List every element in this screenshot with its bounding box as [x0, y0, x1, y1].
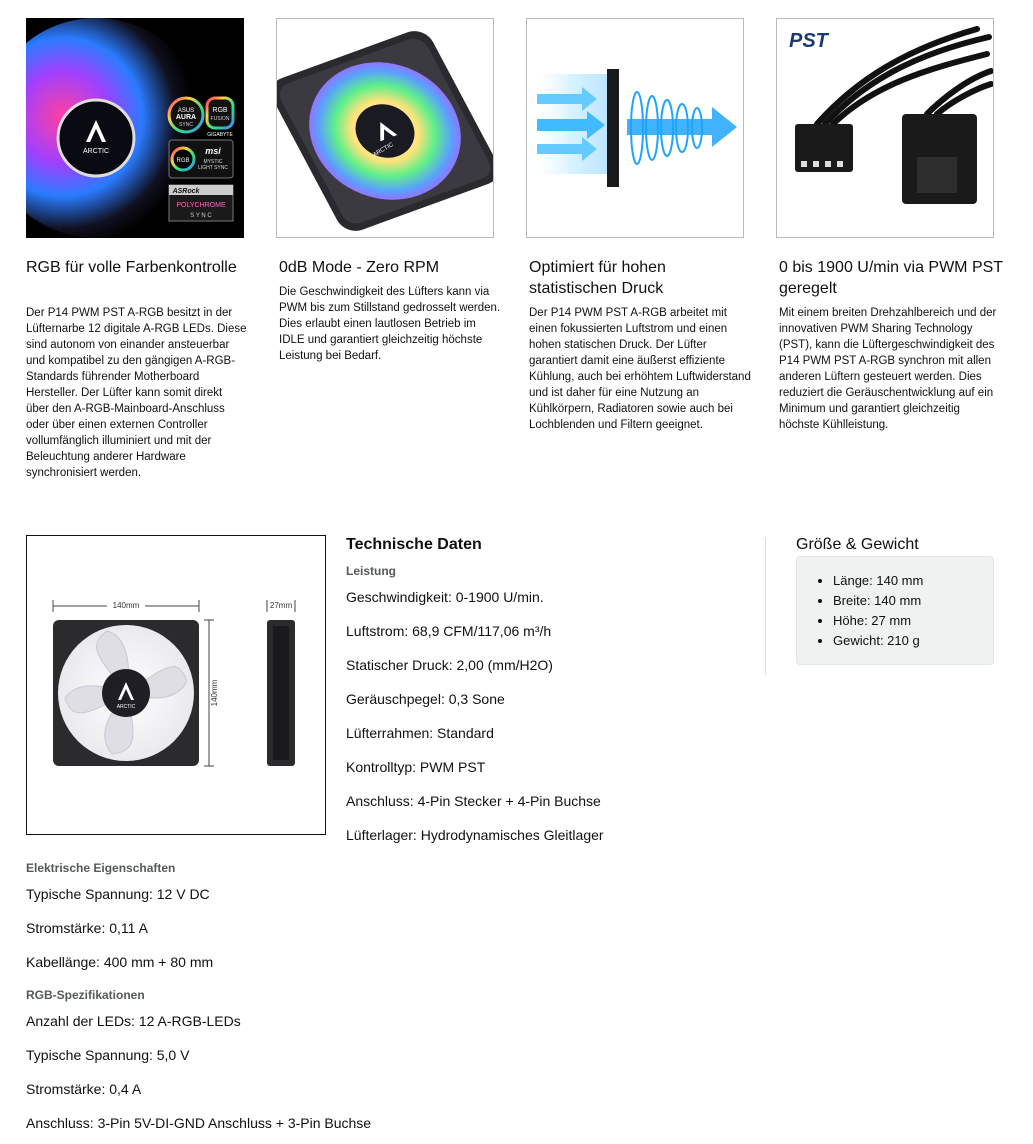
- size-item: • Gewicht: 210 g: [833, 631, 993, 651]
- size-item: • Länge: 140 mm: [833, 571, 993, 591]
- rgb-sync-image: [26, 18, 244, 238]
- arctic-logo: ARCTIC: [82, 148, 110, 155]
- spec-row: Typische Spannung: 12 V DC: [26, 886, 210, 902]
- spec-row: Kabellänge: 400 mm + 80 mm: [26, 954, 214, 970]
- spec-row: Stromstärke: 0,4 A: [26, 1081, 142, 1097]
- svg-text:SYNC: SYNC: [179, 122, 193, 128]
- arctic-logo: ARCTIC: [116, 704, 136, 710]
- spec-row: Anschluss: 3-Pin 5V-DI-GND Anschluss + 3-Pin Buchse: [26, 1115, 372, 1131]
- size-box: [796, 556, 994, 665]
- card-body-pwm: Mit einem breiten Drehzahlbereich und der innovativen PWM Sharing Technology (PST), kann die Lüftergeschwindigkeit des P14 PWM PST A-RGB synchron mit allen anderen Lüftern gesteuert werden. Dies reduziert die Geräuschentwicklung auf ein Minimum und garantiert gleichzeitig höchste Kühlleistung.: [779, 307, 997, 431]
- depth-label: 27mm: [269, 601, 293, 610]
- svg-text:ASRock: ASRock: [172, 188, 200, 195]
- svg-text:AURA: AURA: [175, 114, 197, 121]
- card-title-pressure: Optimiert für hohen statistischen Druck: [529, 259, 666, 297]
- spec-row: Typische Spannung: 5,0 V: [26, 1047, 190, 1063]
- size-item: • Breite: 140 mm: [833, 591, 993, 611]
- svg-text:RGB: RGB: [176, 158, 190, 164]
- card-title-zero-rpm: 0dB Mode - Zero RPM: [279, 259, 440, 276]
- card-body-rgb: Der P14 PWM PST A-RGB besitzt in der Lüfternarbe 12 digitale A-RGB LEDs. Diese sind autonom von einander ansteuerbar und kompatibel zu den gängigen A-RGB-Standards führender Motherboard Hersteller. Der Lüfter kann somit direkt über den A-RGB-Mainboard-Anschluss oder über einen externen Controller vollumfänglich illuminiert und mit der Beleuchtung anderer Hardware synchronisiert werden.: [26, 307, 247, 479]
- spec-row: Anzahl der LEDs: 12 A-RGB-LEDs: [26, 1013, 241, 1029]
- card-body-pressure: Der P14 PWM PST A-RGB arbeitet mit einen fokussierten Luftstrom und einen hohen statischen Druck. Der Lüfter garantiert damit eine äußerst effiziente Kühlung, auch bei erhöhtem Luftwiderstand und ist daher für eine Nutzung an Kühlkörpern, Radiatoren sowie auch bei Lochblenden und Filtern geeignet.: [529, 307, 751, 431]
- spec-row: Geschwindigkeit: 0-1900 U/min.: [346, 589, 544, 605]
- spec-row: Luftstrom: 68,9 CFM/117,06 m³/h: [346, 623, 552, 639]
- card-title-rgb: RGB für volle Farbenkontrolle: [26, 259, 237, 276]
- spec-row: Kontrolltyp: PWM PST: [346, 759, 486, 775]
- pst-logo: PST: [789, 30, 828, 52]
- spec-row: Geräuschpegel: 0,3 Sone: [346, 691, 505, 707]
- size-item: • Höhe: 27 mm: [833, 611, 993, 631]
- tech-title: Technische Daten: [346, 536, 482, 553]
- airflow-image: [526, 18, 744, 238]
- svg-text:MYSTIC: MYSTIC: [203, 159, 223, 165]
- svg-text:GIGABYTE: GIGABYTE: [207, 132, 233, 138]
- svg-text:LIGHT SYNC: LIGHT SYNC: [198, 165, 228, 171]
- elektrisch-heading: Elektrische Eigenschaften: [26, 861, 176, 875]
- spec-row: Lüfterlager: Hydrodynamisches Gleitlager: [346, 827, 604, 843]
- svg-text:ASUS: ASUS: [177, 108, 195, 114]
- height-label: 140mm: [210, 679, 219, 707]
- size-title: Größe & Gewicht: [796, 536, 919, 553]
- rgb-heading: RGB-Spezifikationen: [26, 988, 145, 1002]
- svg-text:POLYCHROME: POLYCHROME: [176, 202, 226, 209]
- card-body-zero-rpm: Die Geschwindigkeit des Lüfters kann via PWM bis zum Stillstand gedrosselt werden. Dies erlaubt einen lautlosen Betrieb im IDLE und garantiert gleichzeitig höchste Leistung bei Bedarf.: [279, 286, 501, 362]
- svg-text:RGB: RGB: [212, 107, 228, 114]
- dimension-diagram: [26, 535, 326, 835]
- spec-row: Stromstärke: 0,11 A: [26, 920, 148, 936]
- svg-text:msi: msi: [205, 146, 221, 156]
- svg-text:FUSION: FUSION: [210, 116, 230, 122]
- width-label: 140mm: [112, 601, 140, 610]
- svg-text:S Y N C: S Y N C: [190, 213, 212, 219]
- pst-cable-image: [776, 18, 994, 238]
- zero-rpm-image: [276, 18, 494, 238]
- spec-row: Anschluss: 4-Pin Stecker + 4-Pin Buchse: [346, 793, 601, 809]
- spec-row: Lüfterrahmen: Standard: [346, 725, 494, 741]
- leistung-heading: Leistung: [346, 564, 396, 578]
- spec-row: Statischer Druck: 2,00 (mm/H2O): [346, 657, 553, 673]
- arctic-logo: ARCTIC: [372, 141, 395, 159]
- card-title-pwm: 0 bis 1900 U/min via PWM PST geregelt: [779, 259, 1003, 297]
- divider: [765, 537, 766, 675]
